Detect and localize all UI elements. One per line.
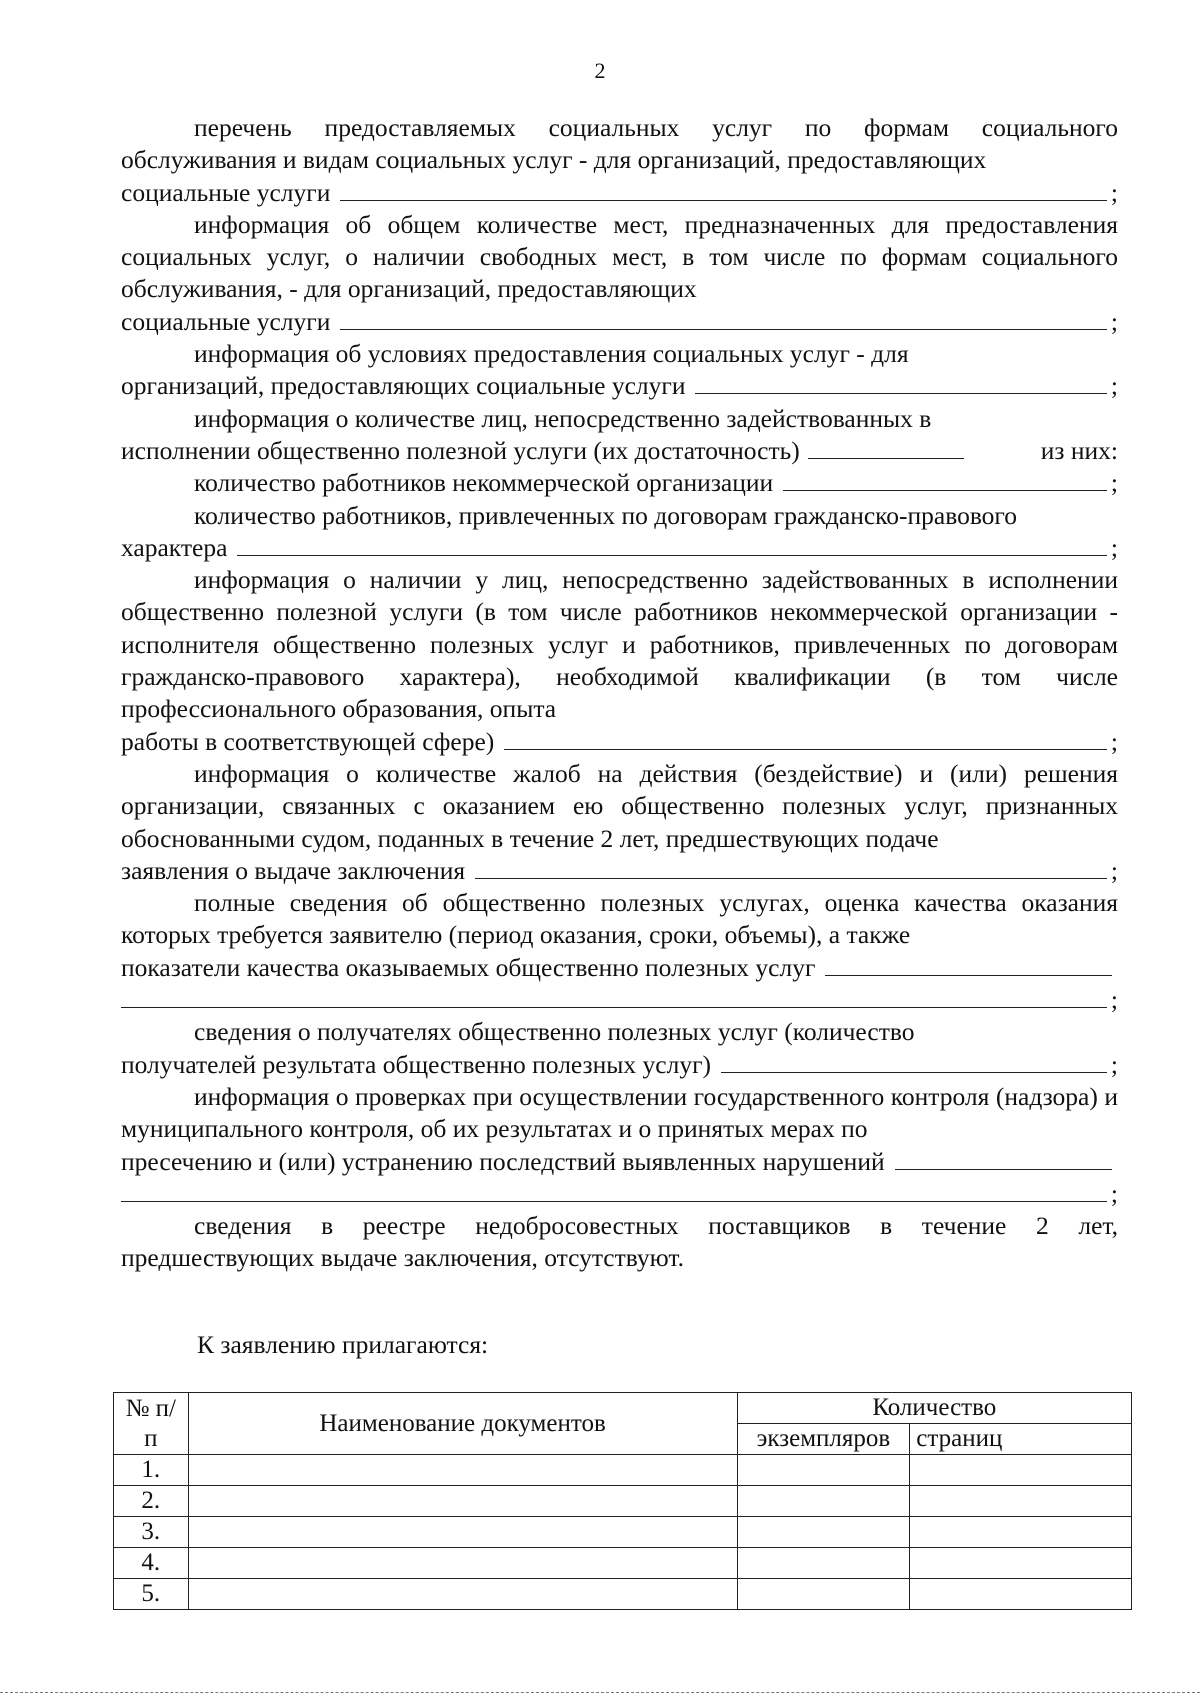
- cell-pages[interactable]: [910, 1548, 1132, 1579]
- semicolon: ;: [1110, 532, 1118, 562]
- row-number: 2.: [114, 1486, 189, 1517]
- table-row: [114, 1579, 1132, 1610]
- line-label: организаций, предоставляющих социальные услуги: [121, 371, 686, 401]
- cell-document-name[interactable]: [188, 1455, 737, 1486]
- line-label: получателей результата общественно полезных услуг): [121, 1049, 712, 1079]
- paragraph-inspections: информация о проверках при осуществлении государственного контроля (надзора) и муниципального контроля, об их результатах и о принятых мерах по: [121, 1081, 1118, 1144]
- paragraph-registry: сведения в реестре недобросовестных поставщиков в течение 2 лет, предшествующих выдаче заключения, отсутствуют.: [121, 1211, 1118, 1273]
- semicolon: ;: [1110, 177, 1118, 207]
- semicolon: ;: [1110, 371, 1118, 401]
- page-number: 2: [594, 58, 606, 83]
- line-label: показатели качества оказываемых общественно полезных услуг: [121, 952, 816, 982]
- cell-document-name[interactable]: [188, 1548, 737, 1579]
- table-row: [114, 1517, 1132, 1548]
- column-header-copies: экземпляров: [737, 1424, 910, 1455]
- fill-line-qualification: [121, 726, 1118, 758]
- blank-field[interactable]: [340, 329, 1107, 330]
- paragraph-services-list: перечень предоставляемых социальных услуг по формам социального обслуживания и видам социальных услуг - для организаций, предоставляющих: [121, 113, 1118, 175]
- table-header-row: [114, 1393, 1132, 1424]
- line-label: работы в соответствующей сфере): [121, 726, 495, 756]
- paragraph-recipients: сведения о получателях общественно полезных услуг (количество: [194, 1017, 915, 1047]
- paragraph-places-info: информация об общем количестве мест, предназначенных для предоставления социальных услуг, о наличии свободных мест, в том числе по формам социального обслуживания, - для организаций, предоставляющих: [121, 209, 1118, 304]
- fill-line-inspections: [121, 1146, 1118, 1178]
- line-label-suffix: из них:: [1040, 435, 1118, 465]
- fill-line-places-info: [121, 306, 1118, 338]
- cell-copies[interactable]: [737, 1548, 910, 1579]
- cell-pages[interactable]: [910, 1455, 1132, 1486]
- semicolon: ;: [1110, 1178, 1118, 1208]
- fill-line-services-details-continued: [121, 984, 1118, 1016]
- fill-line-staff-count: [121, 435, 1118, 467]
- semicolon: ;: [1110, 306, 1118, 336]
- paragraph-conditions-info: информация об условиях предоставления социальных услуг - для: [194, 339, 909, 369]
- paragraph-contract-workers: количество работников, привлеченных по договорам гражданско-правового: [194, 500, 1018, 530]
- table-row: [114, 1455, 1132, 1486]
- paragraph-services-details: полные сведения об общественно полезных услугах, оценка качества оказания которых требуется заявителю (период оказания, сроки, объемы), а также: [121, 888, 1118, 950]
- fill-line-services-details: [121, 952, 1118, 984]
- cell-copies[interactable]: [737, 1486, 910, 1517]
- line-label: заявления о выдаче заключения: [121, 855, 466, 885]
- semicolon: ;: [1110, 985, 1118, 1015]
- document-body: [121, 112, 1118, 1275]
- attachments-table: [113, 1392, 1132, 1610]
- semicolon: ;: [1110, 726, 1118, 756]
- cell-document-name[interactable]: [188, 1579, 737, 1610]
- cell-copies[interactable]: [737, 1455, 910, 1486]
- cell-copies[interactable]: [737, 1579, 910, 1610]
- table-row: [114, 1486, 1132, 1517]
- blank-field[interactable]: [237, 555, 1107, 556]
- row-number: 3.: [114, 1517, 189, 1548]
- line-label: количество работников некоммерческой организации: [194, 468, 774, 498]
- column-header-pages: страниц: [910, 1424, 1132, 1455]
- fill-line-recipients: [121, 1049, 1118, 1081]
- cell-pages[interactable]: [910, 1486, 1132, 1517]
- blank-field[interactable]: [121, 1007, 1107, 1008]
- blank-field[interactable]: [808, 457, 964, 459]
- cell-pages[interactable]: [910, 1579, 1132, 1610]
- cell-pages[interactable]: [910, 1517, 1132, 1548]
- semicolon: ;: [1110, 855, 1118, 885]
- cell-document-name[interactable]: [188, 1517, 737, 1548]
- paragraph-complaints: информация о количестве жалоб на действия (бездействие) и (или) решения организации, связанных с оказанием ею общественно полезных услуг, признанных обоснованными судом, поданных в течение 2 лет, предшествующих подаче: [121, 758, 1118, 853]
- fill-line-complaints: [121, 855, 1118, 887]
- line-label: социальные услуги: [121, 306, 331, 336]
- row-number: 4.: [114, 1548, 189, 1579]
- fill-line-inspections-continued: [121, 1178, 1118, 1210]
- paragraph-staff-count: информация о количестве лиц, непосредственно задействованных в: [194, 403, 932, 433]
- column-header-number: № п/п: [114, 1393, 189, 1455]
- blank-field[interactable]: [783, 490, 1107, 491]
- column-header-document-name: Наименование документов: [188, 1393, 737, 1455]
- blank-field[interactable]: [504, 749, 1107, 750]
- cell-copies[interactable]: [737, 1517, 910, 1548]
- fill-line-nonprofit-workers: [121, 467, 1118, 499]
- fill-line-services-list: [121, 177, 1118, 209]
- cell-document-name[interactable]: [188, 1486, 737, 1517]
- blank-field[interactable]: [825, 975, 1112, 976]
- column-header-quantity: Количество: [737, 1393, 1131, 1424]
- line-label: характера: [121, 532, 228, 562]
- fill-line-conditions-info: [121, 370, 1118, 402]
- blank-field[interactable]: [721, 1072, 1107, 1073]
- blank-field[interactable]: [475, 878, 1107, 879]
- line-label: социальные услуги: [121, 177, 331, 207]
- row-number: 1.: [114, 1455, 189, 1486]
- footer-rule: [0, 1692, 1200, 1693]
- blank-field[interactable]: [895, 1169, 1112, 1170]
- table-row: [114, 1548, 1132, 1579]
- row-number: 5.: [114, 1579, 189, 1610]
- blank-field[interactable]: [121, 1201, 1107, 1202]
- semicolon: ;: [1110, 468, 1118, 498]
- semicolon: ;: [1110, 1049, 1118, 1079]
- fill-line-contract-workers: [121, 532, 1118, 564]
- line-label: пресечению и (или) устранению последствий выявленных нарушений: [121, 1146, 885, 1176]
- attachments-heading: К заявлению прилагаются:: [197, 1330, 489, 1359]
- paragraph-qualification: информация о наличии у лиц, непосредственно задействованных в исполнении общественно полезной услуги (в том числе работников некоммерческой организации - исполнителя общественно полезных услуг и работников, привлеченных по договорам гражданско-правового характера), необходимой квалификации (в том числе профессионального образования, опыта: [121, 565, 1118, 724]
- blank-field[interactable]: [340, 200, 1107, 201]
- line-label: исполнении общественно полезной услуги (их достаточность): [121, 435, 800, 465]
- blank-field[interactable]: [695, 393, 1106, 394]
